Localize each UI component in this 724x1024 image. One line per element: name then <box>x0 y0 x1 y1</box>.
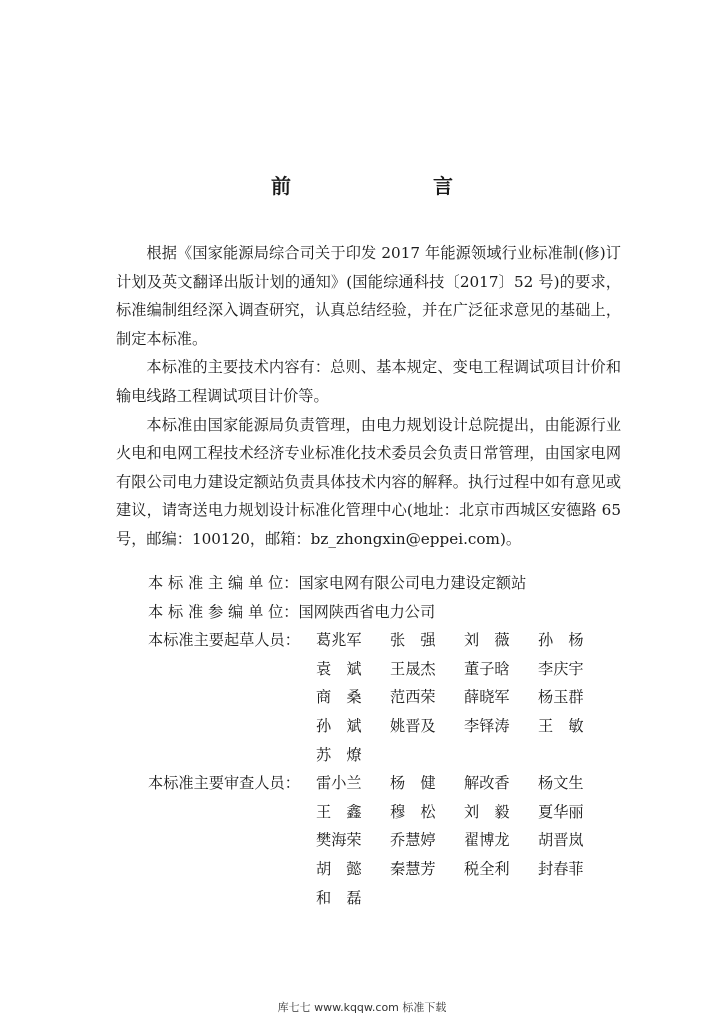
drafter-name: 葛兆军 <box>316 631 362 650</box>
drafter-name: 商 桑 <box>316 688 362 707</box>
chief-editor-value: 国家电网有限公司电力建设定额站 <box>298 574 527 592</box>
reviewer-name: 穆 松 <box>390 802 436 821</box>
reviewer-name: 翟博龙 <box>464 831 510 850</box>
reviewers-label: 本标准主要审查人员： <box>148 774 300 793</box>
drafters-label: 本标准主要起草人员： <box>148 631 300 650</box>
drafter-name: 张 强 <box>390 631 436 650</box>
drafter-name: 李铎涛 <box>464 716 510 735</box>
reviewer-name: 和 磊 <box>316 888 362 907</box>
drafter-name: 范西荣 <box>390 688 436 707</box>
reviewers-names <box>316 769 612 912</box>
reviewer-name: 秦慧芳 <box>390 859 436 878</box>
drafter-name: 苏 燎 <box>316 745 362 764</box>
paragraph-management: 本标准由国家能源局负责管理，由电力规划设计总院提出，由能源行业火电和电网工程技术经济专业标准化技术委员会负责日常管理，由国家电网有限公司电力建设定额站负责具体技术内容的解释。执行过程中如有意见或建议，请寄送电力规划设计标准化管理中心(地址：北京市西城区安德路 65 号，邮编：100120，邮箱：bz_zhongxin@eppei.com)。 <box>116 415 621 548</box>
drafter-name: 王 敏 <box>538 716 584 735</box>
paragraph-basis: 根据《国家能源局综合司关于印发 2017 年能源领域行业标准制(修)订计划及英文翻译出版计划的通知》(国能综通科技〔2017〕52 号)的要求，标准编制组经深入调查研究，认真总结经验，并在广泛征求意见的基础上，制定本标准。 <box>116 244 621 348</box>
participating-label: 本 标 准 参 编 单 位： <box>148 602 299 621</box>
reviewer-name: 税全利 <box>464 859 510 878</box>
participating-value: 国网陕西省电力公司 <box>298 602 436 621</box>
drafter-name: 薛晓军 <box>464 688 510 707</box>
reviewer-name: 杨文生 <box>538 774 584 793</box>
drafters-names <box>316 626 612 769</box>
drafter-name: 王晟杰 <box>390 659 436 678</box>
drafter-name: 杨玉群 <box>538 688 584 707</box>
reviewer-name: 刘 毅 <box>464 802 510 821</box>
reviewer-name: 胡晋岚 <box>538 831 584 850</box>
drafter-name: 姚晋及 <box>390 716 436 735</box>
footer-watermark: 库七七 www.kqqw.com 标准下载 <box>277 1001 447 1014</box>
reviewers-block <box>148 769 628 912</box>
reviewer-name: 樊海荣 <box>316 831 362 850</box>
drafters-block <box>148 626 628 769</box>
reviewer-name: 王 鑫 <box>316 802 362 821</box>
paragraph-contents: 本标准的主要技术内容有：总则、基本规定、变电工程调试项目计价和输电线路工程调试项目计价等。 <box>116 358 621 405</box>
chief-editor-row <box>148 569 628 598</box>
reviewer-name: 解改香 <box>464 774 510 793</box>
credits-section <box>148 569 628 912</box>
drafter-name: 袁 斌 <box>316 659 362 678</box>
reviewer-name: 雷小兰 <box>316 774 362 793</box>
participating-row <box>148 598 628 627</box>
drafter-name: 刘 薇 <box>464 631 510 650</box>
drafter-name: 董子晗 <box>464 659 510 678</box>
drafter-name: 孙 杨 <box>538 631 584 650</box>
drafter-name: 李庆宇 <box>538 659 584 678</box>
page-title: 前 言 <box>271 174 487 198</box>
chief-editor-label: 本 标 准 主 编 单 位： <box>148 574 299 592</box>
reviewer-name: 杨 健 <box>390 774 436 793</box>
preface-body <box>116 239 621 554</box>
reviewer-name: 封春菲 <box>538 859 584 878</box>
reviewer-name: 胡 懿 <box>316 859 362 878</box>
reviewer-name: 夏华丽 <box>538 802 584 821</box>
reviewer-name: 乔慧婷 <box>390 831 436 850</box>
drafter-name: 孙 斌 <box>316 716 362 735</box>
